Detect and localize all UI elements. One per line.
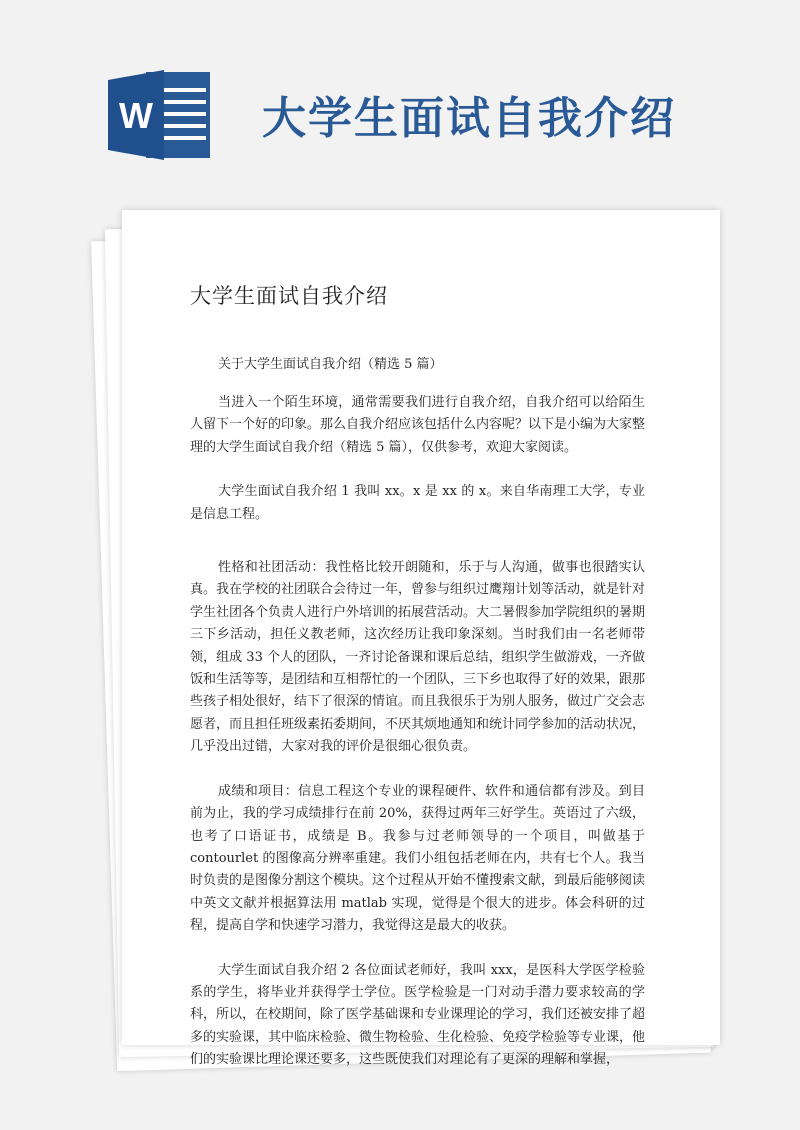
banner-title: 大学生面试自我介绍 (262, 93, 676, 144)
paragraph-personality: 性格和社团活动：我性格比较开朗随和，乐于与人沟通，做事也很踏实认真。我在学校的社团联合会待过一年，曾参与组织过鹰翔计划等活动，就是针对学生社团各个负责人进行户外培训的拓展营活动。大二暑假参加学院组织的暑期三下乡活动，担任义教老师，这次经历让我印象深刻。当时我们由一名老师带领，组成 33 个人的团队，一齐讨论备课和课后总结，组织学生做游戏，一齐做饭和生活等等，是团结和互相帮忙的一个团队，三下乡也取得了好的效果，跟那些孩子相处很好，结下了很深的情谊。而且我很乐于为别人服务，做过广交会志愿者，而且担任班级素拓委期间，不厌其烦地通知和统计同学参加的活动状况，几乎没出过错，大家对我的评价是很细心很负责。 (190, 560, 646, 755)
paragraph-intro: 当进入一个陌生环境，通常需要我们进行自我介绍，自我介绍可以给陌生人留下一个好的印象。那么自我介绍应该包括什么内容呢？以下是小编为大家整理的大学生面试自我介绍（精选 5 篇），仅供参考，欢迎大家阅读。 (190, 395, 646, 455)
paragraph-section-1: 大学生面试自我介绍 1 我叫 xx。x 是 xx 的 x。来自华南理工大学，专业是信息工程。 (190, 484, 645, 522)
word-logo-letter: W (119, 95, 153, 136)
word-document-icon (108, 70, 213, 160)
paragraph-grades: 成绩和项目：信息工程这个专业的课程硬件、软件和通信都有涉及。到目前为止，我的学习成绩排行在前 20%，获得过两年三好学生。英语过了六级，也考了口语证书，成绩是 B。我参与过老师领导的一个项目，叫做基于 contourlet 的图像高分辨率重建。我们小组包括老师在内，共有七个人。我当时负责的是图像分割这个模块。这个过程从开始不懂搜索文献，到最后能够阅读中英文文献并根据算法用 matlab 实现，觉得是个很大的进步。体会科研的过程，提高自学和快速学习潜力，我觉得这是最大的收获。 (190, 783, 646, 934)
document-subtitle: 关于大学生面试自我介绍（精选 5 篇） (218, 357, 443, 372)
paragraph-section-2: 大学生面试自我介绍 2 各位面试老师好，我叫 xxx，是医科大学医学检验系的学生，将毕业并获得学士学位。医学检验是一门对动手潜力要求较高的学科，所以，在校期间，除了医学基础课和专业课理论的学习，我们还被安排了超多的实验课，其中临床检验、微生物检验、生化检验、免疫学检验等专业课，他们的实验课比理论课还要多，这些既使我们对理论有了更深的理解和掌握， (190, 962, 646, 1068)
document-body (190, 280, 645, 1094)
header-banner (0, 0, 800, 200)
document-title: 大学生面试自我介绍 (190, 284, 388, 308)
